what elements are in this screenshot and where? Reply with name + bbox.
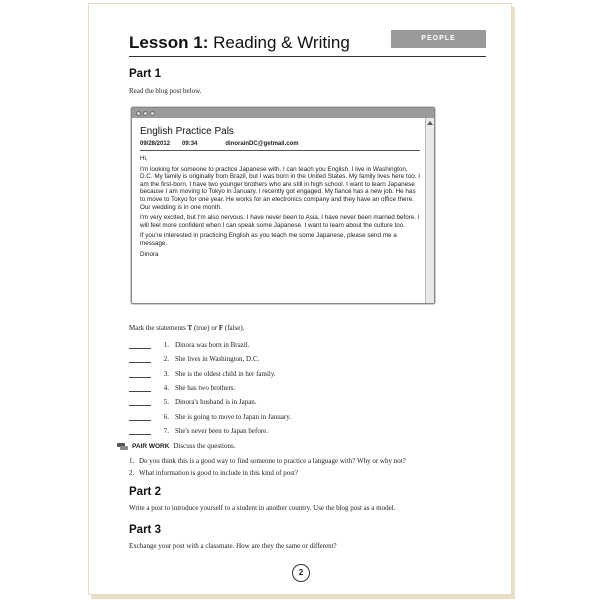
answer-blank[interactable] (129, 356, 151, 363)
answer-blank[interactable] (129, 428, 151, 435)
unit-tab: PEOPLE (391, 30, 486, 48)
part1-heading: Part 1 (129, 68, 161, 80)
tf-statement-row (129, 384, 235, 392)
window-close-icon[interactable] (136, 111, 141, 116)
post-time: 09:34 (182, 141, 198, 147)
part2-instruction: Write a post to introduce yourself to a student in another country. Use the blog post as a model. (129, 504, 396, 512)
statement-number: 3. (163, 369, 169, 378)
part1-instruction: Read the blog post below. (129, 87, 202, 95)
part3-instruction: Exchange your post with a classmate. How are they the same or different? (129, 542, 337, 550)
pair-work-instruction (117, 442, 235, 450)
scroll-up-arrow-icon[interactable] (427, 121, 433, 125)
blog-paragraph-1: I'm looking for someone to practice Japanese with. I can teach you English. I live in Washington, D.C. My family is originally from Brazil, but I was born in the United States. My family lives here too. I am the first-born. I have two younger brothers who are still in high school. I want to learn Japanese because I am moving to Tokyo in January. I recently got engaged. My fiancé has a new job. He has to move to Tokyo for one year. He works for an electronics company and they have an office there. Our wedding is in one month. (140, 165, 420, 211)
statement-number: 6. (163, 412, 169, 421)
tf-instruction: Mark the statements T (true) or F (false). (129, 324, 245, 332)
tf-statement-row (129, 370, 276, 378)
statement-number: 4. (163, 383, 169, 392)
pair-work-label: PAIR WORK (132, 442, 170, 450)
blog-title: English Practice Pals (140, 126, 234, 137)
statement-number: 7. (163, 426, 169, 435)
statement-text: She lives in Washington, D.C. (175, 355, 260, 364)
blog-paragraph-2: I'm very excited, but I'm also nervous. I have never been to Asia. I have never been married before. I will feel more confident when I can speak some Japanese. I want to learn about the culture too. (140, 214, 420, 229)
tf-statement-row (129, 341, 249, 349)
statement-text: She's never been to Japan before. (175, 426, 269, 435)
page-number: 2 (292, 564, 310, 582)
tf-statement-row (129, 413, 291, 421)
blog-content (140, 126, 420, 261)
answer-blank[interactable] (129, 371, 151, 378)
window-titlebar (132, 108, 434, 118)
blog-scrollbar[interactable] (425, 118, 434, 303)
tf-statement-row (129, 355, 259, 363)
window-minimize-icon[interactable] (143, 111, 148, 116)
blog-paragraph-3: If you're interested in practicing English as you teach me some Japanese, please send me a message. (140, 232, 397, 247)
worksheet-page (88, 3, 512, 595)
answer-blank[interactable] (129, 414, 151, 421)
statement-text: Dinora's husband is in Japan. (175, 398, 257, 407)
part3-heading: Part 3 (129, 524, 161, 536)
discussion-question: 1. Do you think this is a good way to find someone to practice a language with? Why or why not? (129, 457, 406, 465)
blog-window (131, 107, 435, 304)
part2-heading: Part 2 (129, 486, 161, 498)
pair-work-icon (117, 443, 129, 450)
statement-text: She is going to move to Japan in January. (175, 412, 292, 421)
lesson-header (129, 30, 486, 57)
pair-work-text: Discuss the questions. (173, 442, 236, 450)
lesson-title: Lesson 1: Reading & Writing (129, 33, 350, 52)
blog-signoff: Dinora (140, 250, 159, 258)
answer-blank[interactable] (129, 399, 151, 406)
discussion-question: 2. What information is good to include in this kind of post? (129, 469, 299, 477)
blog-meta (140, 141, 420, 151)
post-date: 09/28/2012 (140, 141, 171, 147)
answer-blank[interactable] (129, 385, 151, 392)
author-email: dinorainDC@getmail.com (225, 141, 299, 147)
statement-number: 1. (163, 341, 169, 349)
statement-number: 5. (163, 398, 169, 407)
tf-statement-row (129, 427, 268, 435)
answer-blank[interactable] (129, 342, 151, 349)
tf-statement-row (129, 398, 257, 406)
statement-text: She is the oldest child in her family. (175, 369, 276, 378)
statement-number: 2. (163, 355, 169, 364)
blog-greeting: Hi, (140, 155, 148, 162)
window-maximize-icon[interactable] (150, 111, 155, 116)
statement-text: Dinora was born in Brazil. (175, 341, 250, 349)
statement-text: She has two brothers. (175, 383, 236, 392)
